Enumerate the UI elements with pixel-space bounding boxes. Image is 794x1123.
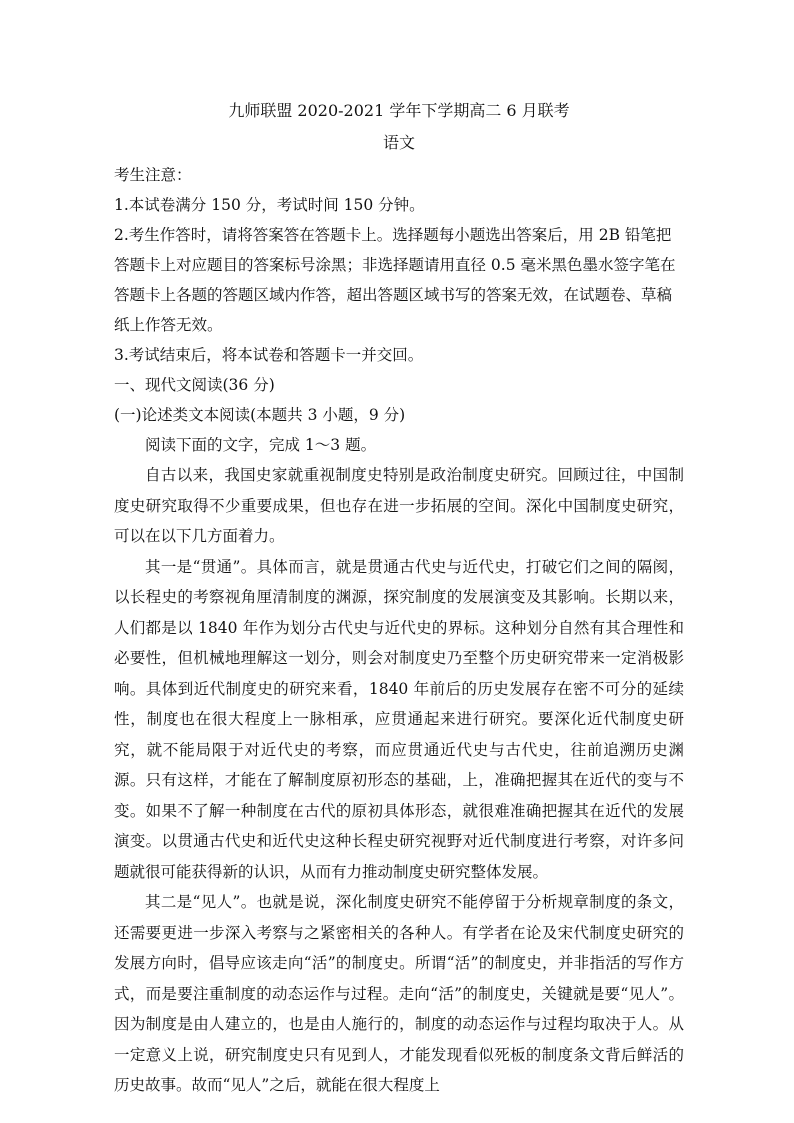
notice-item-1: 1.本试卷满分 150 分，考试时间 150 分钟。: [114, 196, 425, 214]
section-instruction: 阅读下面的文字，完成 1～3 题。: [145, 436, 377, 454]
passage-paragraph-1: 自古以来，我国史家就重视制度史特别是政治制度史研究。回顾过往，中国制度史研究取得不少重要成果，但也存在进一步拓展的空间。深化中国制度史研究，可以在以下几方面着力。: [114, 466, 684, 545]
exam-page: [114, 100, 684, 1101]
exam-subject: 语文: [382, 133, 415, 152]
passage-paragraph-3: 其二是“见人”。也就是说，深化制度史研究不能停留于分析规章制度的条文，还需要更进一步深入考察与之紧密相关的各种人。有学者在论及宋代制度史研究的发展方向时，倡导应该走向“活”的制度史。所谓“活”的制度史，并非指活的写作方式，而是要注重制度的动态运作与过程。走向“活”的制度史，关键就是要“见人”。因为制度是由人建立的，也是由人施行的，制度的动态运作与过程均取决于人。从一定意义上说，研究制度史只有见到人，才能发现看似死板的制度条文背后鲜活的历史故事。故而“见人”之后，就能在很大程度上: [114, 893, 684, 1094]
passage-paragraph-2: 其一是“贯通”。具体而言，就是贯通古代史与近代史，打破它们之间的隔阂，以长程史的考察视角厘清制度的渊源，探究制度的发展演变及其影响。长期以来，人们都是以 1840 年作为划分古代史与近代史的界标。这种划分自然有其合理性和必要性，但机械地理解这一划分，则会对制度史乃至整个历史研究带来一定消极影响。具体到近代制度史的研究来看，1840 年前后的历史发展存在密不可分的延续性，制度也在很大程度上一脉相承，应贯通起来进行研究。要深化近代制度史研究，就不能局限于对近代史的考察，而应贯通近代史与古代史，往前追溯历史渊源。只有这样，才能在了解制度原初形态的基础，上，准确把握其在近代的变与不变。如果不了解一种制度在古代的原初具体形态，就很难准确把握其在近代的发展演变。以贯通古代史和近代史这种长程史研究视野对近代制度进行考察，对许多问题就很可能获得新的认识，从而有力推动制度史研究整体发展。: [114, 557, 684, 881]
notice-item-3: 3.考试结束后，将本试卷和答题卡一并交回。: [114, 346, 424, 364]
exam-title: 九师联盟 2020-2021 学年下学期高二 6 月联考: [228, 101, 570, 120]
section-heading: 一、现代文阅读(36 分): [114, 376, 275, 394]
notice-heading: 考生注意：: [114, 166, 192, 184]
section-subheading: (一)论述类文本阅读(本题共 3 小题，9 分): [114, 406, 406, 424]
notice-item-2: 2.考生作答时，请将答案答在答题卡上。选择题每小题选出答案后，用 2B 铅笔把答题卡上对应题目的答案标号涂黑；非选择题请用直径 0.5 毫米黑色墨水签字笔在答题卡上各题的答题区域内作答，超出答题区域书写的答案无效，在试题卷、草稿纸上作答无效。: [114, 226, 676, 334]
